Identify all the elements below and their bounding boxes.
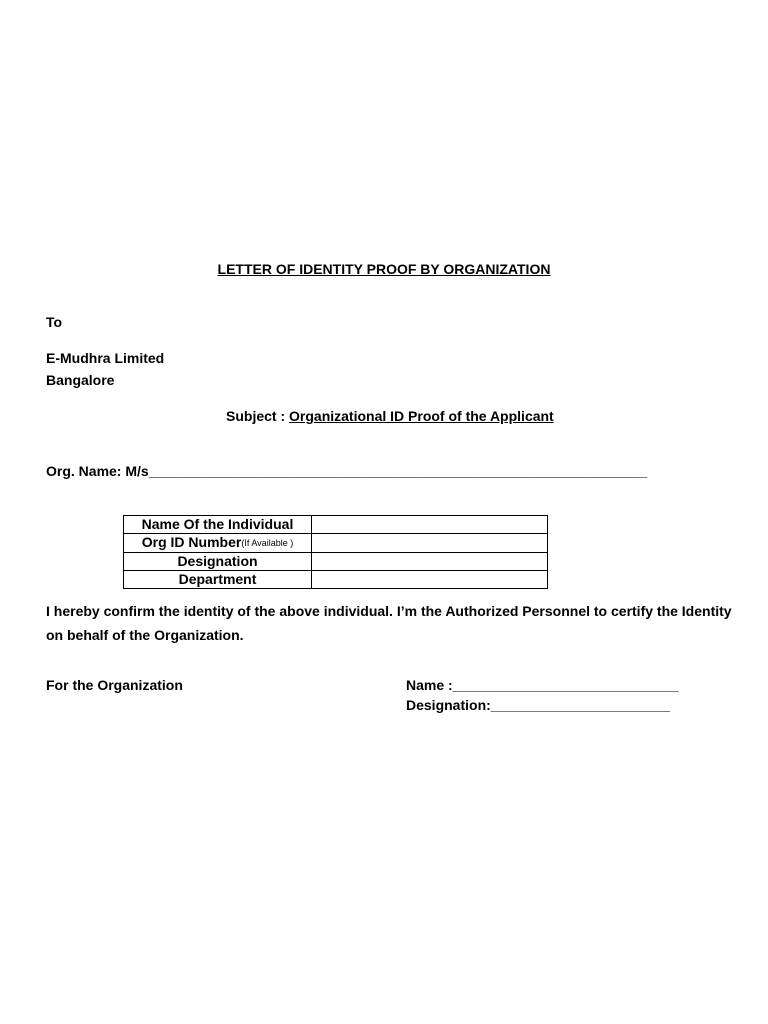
table-value-cell <box>312 553 548 571</box>
table-row <box>124 571 548 589</box>
table-label-cell <box>124 534 312 553</box>
row-label: Name Of the Individual <box>141 516 294 532</box>
row-label: Department <box>178 571 257 587</box>
table-label-cell <box>124 553 312 571</box>
address-line-company: E-Mudhra Limited <box>46 350 165 366</box>
address-line-city: Bangalore <box>46 372 115 388</box>
subject-text: Organizational ID Proof of the Applicant <box>289 408 554 424</box>
signatory-designation-line: Designation:_______________________ <box>406 697 670 713</box>
salutation: To <box>46 314 63 330</box>
table-label-cell <box>124 571 312 589</box>
identity-table <box>123 515 548 589</box>
confirmation-paragraph: I hereby confirm the identity of the above individual. I’m the Authorized Personnel to certify the Identity on behalf of the Organization. <box>46 603 732 643</box>
signatory-name-line: Name :_____________________________ <box>406 677 679 693</box>
table-row <box>124 534 548 553</box>
table-row <box>124 516 548 534</box>
row-label: Designation <box>177 553 258 569</box>
table-label-cell <box>124 516 312 534</box>
row-label: Org ID Number <box>141 534 242 550</box>
table-value-cell <box>312 571 548 589</box>
row-note: (If Available ) <box>241 538 294 548</box>
org-name-line: Org. Name: M/s________________________________________________________________ <box>46 463 648 479</box>
subject-label: Subject : <box>226 408 290 424</box>
document-title: LETTER OF IDENTITY PROOF BY ORGANIZATION <box>217 261 551 277</box>
for-organization-label: For the Organization <box>46 677 183 693</box>
table-value-cell <box>312 516 548 534</box>
subject-line <box>226 408 554 424</box>
table-row <box>124 553 548 571</box>
table-value-cell <box>312 534 548 553</box>
